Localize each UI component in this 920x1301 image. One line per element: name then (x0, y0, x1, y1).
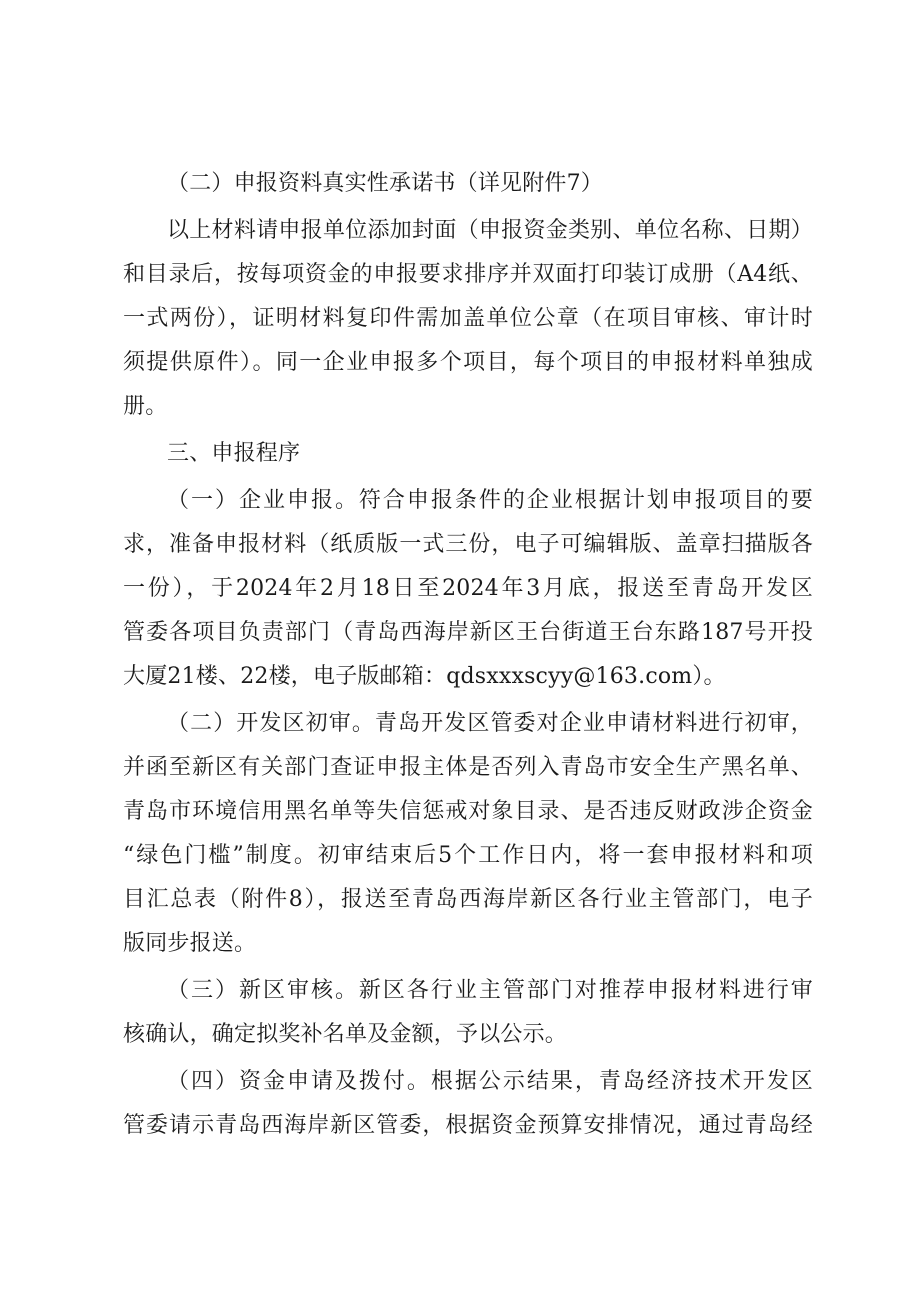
paragraph-fund-disbursement (123, 1060, 813, 1148)
paragraph-enterprise-application (123, 479, 813, 699)
paragraph-new-district-review (123, 969, 813, 1057)
text-line: （二）申报资料真实性承诺书（详见附件7） (167, 171, 603, 196)
text-line: （四）资金申请及拨付。根据公示结果，青岛经济技术开发区 (167, 1069, 813, 1094)
text-line: 一份），于2024年2月18日至2024年3月底，报送至青岛开发区 (123, 576, 813, 601)
text-line: 管委请示青岛西海岸新区管委，根据资金预算安排情况，通过青岛经 (123, 1113, 813, 1138)
text-line: 核确认，确定拟奖补名单及金额，予以公示。 (123, 1022, 568, 1047)
text-line: 大厦21楼、22楼，电子版邮箱：qdsxxxscyy@163.com）。 (123, 664, 726, 689)
text-line: 青岛市环境信用黑名单等失信惩戒对象目录、是否违反财政涉企资金 (123, 799, 813, 824)
document-body (123, 162, 813, 1151)
text-line: （二）开发区初审。青岛开发区管委对企业申请材料进行初审， (167, 711, 813, 736)
paragraph-materials-binding (123, 209, 813, 429)
text-line: “绿色门槛”制度。初审结束后5个工作日内，将一套申报材料和项 (123, 843, 813, 868)
text-line: 版同步报送。 (123, 931, 257, 956)
section-heading-procedure (123, 432, 813, 476)
text-line: 并函至新区有关部门查证申报主体是否列入青岛市安全生产黑名单、 (123, 755, 813, 780)
text-line: 求，准备申报材料（纸质版一式三份，电子可编辑版、盖章扫描版各 (123, 532, 813, 557)
text-line: （一）企业申报。符合申报条件的企业根据计划申报项目的要 (167, 488, 813, 513)
text-line: 三、申报程序 (167, 441, 301, 466)
text-line: 管委各项目负责部门（青岛西海岸新区王台街道王台东路187号开投 (123, 620, 813, 645)
text-line: 须提供原件）。同一企业申报多个项目，每个项目的申报材料单独成 (123, 350, 813, 375)
text-line: 以上材料请申报单位添加封面（申报资金类别、单位名称、日期） (167, 218, 813, 243)
paragraph-preliminary-review (123, 702, 813, 966)
text-line: 一式两份），证明材料复印件需加盖单位公章（在项目审核、审计时 (123, 306, 813, 331)
text-line: （三）新区审核。新区各行业主管部门对推荐申报材料进行审 (167, 978, 813, 1003)
text-line: 和目录后，按每项资金的申报要求排序并双面打印装订成册（A4纸、 (123, 262, 813, 287)
text-line: 目汇总表（附件8），报送至青岛西海岸新区各行业主管部门，电子 (123, 887, 813, 912)
paragraph-commitment-letter (123, 162, 813, 206)
text-line: 册。 (123, 394, 168, 419)
